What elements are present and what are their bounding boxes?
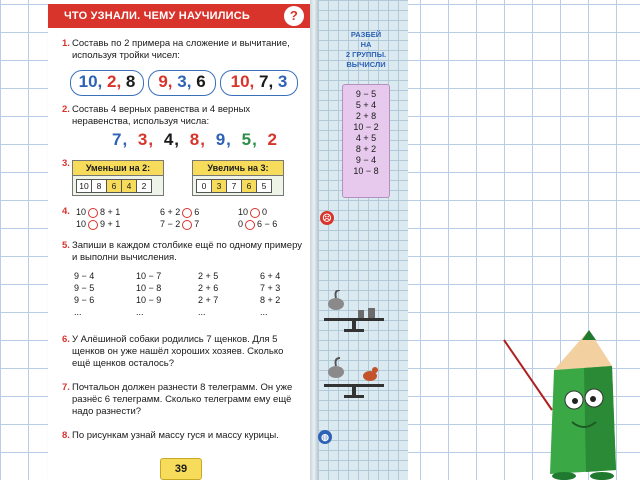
comparison xyxy=(160,218,199,230)
page-title: ЧТО УЗНАЛИ. ЧЕМУ НАУЧИЛИСЬ xyxy=(64,10,251,22)
comparison xyxy=(238,218,277,230)
example-column xyxy=(74,270,129,318)
task-text: Составь 4 верных равенства и 4 верных неравенства, используя числа: xyxy=(72,104,251,127)
task-text: Запиши в каждом столбике ещё по одному примеру и выполни вычисления. xyxy=(72,240,303,263)
example: 2 + 7 xyxy=(198,295,219,305)
side-expression: 2 + 8 xyxy=(355,111,377,121)
page-number: 39 xyxy=(160,458,202,480)
compare-circle[interactable] xyxy=(88,208,98,218)
side-expression: 9 − 5 xyxy=(355,89,377,99)
comparison xyxy=(160,206,199,218)
side-expression: 9 − 4 xyxy=(355,155,377,165)
cmp-left: 7 − 2 xyxy=(160,219,181,229)
number: 2 xyxy=(267,130,278,149)
task-text: Почтальон должен разнести 8 телеграмм. Он уже разнёс 6 телеграмм. Сколько телеграмм ему ещё надо разнести? xyxy=(72,382,293,417)
task-1 xyxy=(62,38,304,62)
triple-number: 10, xyxy=(230,72,255,91)
example: ... xyxy=(136,307,144,317)
box-cell: 7 xyxy=(226,179,242,193)
book-spine xyxy=(310,0,318,480)
scales-illustration xyxy=(318,290,398,410)
textbook-page xyxy=(48,0,310,480)
box-cell: 2 xyxy=(136,179,152,193)
example: 2 + 5 xyxy=(198,271,219,281)
sad-face-icon: ☹ xyxy=(320,211,334,225)
number: 5, xyxy=(241,130,258,149)
task-number: 5. xyxy=(62,240,70,251)
example: ... xyxy=(74,307,82,317)
number: 9, xyxy=(215,130,232,149)
side-expression: 10 − 8 xyxy=(353,166,379,176)
scale-top xyxy=(324,290,384,332)
example: ... xyxy=(260,307,268,317)
cmp-left: 0 xyxy=(238,219,244,229)
number: 7, xyxy=(112,130,129,149)
triple-number: 10, xyxy=(78,72,103,91)
scale-bottom xyxy=(324,358,384,398)
task-number: 2. xyxy=(62,104,70,115)
pencil-mascot-illustration xyxy=(494,330,640,480)
cmp-right: 0 xyxy=(262,207,268,217)
comparison xyxy=(238,206,267,218)
side-title-line: РАЗБЕЙ xyxy=(350,30,382,39)
task-6 xyxy=(62,334,304,370)
task-text: По рисункам узнай массу гуся и массу курицы. xyxy=(72,430,279,441)
side-expression: 8 + 2 xyxy=(355,144,377,154)
example: 9 − 5 xyxy=(74,283,95,293)
box-cell: 5 xyxy=(256,179,272,193)
example: 9 − 6 xyxy=(74,295,95,305)
task-2-numbers xyxy=(112,130,282,150)
globe-icon: ◍ xyxy=(318,430,332,444)
task-8 xyxy=(62,430,304,442)
task-number: 1. xyxy=(62,38,70,49)
side-expression: 10 − 2 xyxy=(353,122,379,132)
triple-number: 3 xyxy=(277,72,288,91)
box-cell: 3 xyxy=(211,179,227,193)
example: 10 − 7 xyxy=(136,271,162,281)
example-column xyxy=(136,270,191,318)
triple-number: 9, xyxy=(158,72,173,91)
cmp-right: 9 + 1 xyxy=(100,219,121,229)
triple-number: 8 xyxy=(125,72,136,91)
task-number: 8. xyxy=(62,430,70,441)
compare-circle[interactable] xyxy=(182,220,192,230)
side-title-line: НА xyxy=(360,40,372,49)
cmp-left: 6 + 2 xyxy=(160,207,181,217)
box-cell: 6 xyxy=(106,179,122,193)
triple-number: 7, xyxy=(258,72,274,91)
triple-a xyxy=(70,70,144,96)
task-text: Составь по 2 примера на сложение и вычитание, используя тройки чисел: xyxy=(72,38,290,61)
task-5 xyxy=(62,240,304,264)
question-icon: ? xyxy=(284,6,304,26)
number: 8, xyxy=(189,130,206,149)
side-expression-list xyxy=(342,84,390,198)
cmp-left: 10 xyxy=(238,207,249,217)
side-title-line: ВЫЧИСЛИ xyxy=(346,60,386,69)
increase-box xyxy=(192,160,284,196)
triple-number: 2, xyxy=(106,72,122,91)
task-number: 3. xyxy=(62,158,70,169)
cmp-right: 6 xyxy=(194,207,200,217)
side-task-title xyxy=(336,30,396,70)
number: 4, xyxy=(163,130,181,149)
compare-circle[interactable] xyxy=(250,208,260,218)
task-7 xyxy=(62,382,304,418)
example: 2 + 6 xyxy=(198,283,219,293)
side-title-line: 2 ГРУППЫ. xyxy=(345,50,387,59)
triple-c xyxy=(220,70,298,96)
box-cell: 10 xyxy=(76,179,92,193)
box-cell: 8 xyxy=(91,179,107,193)
box-label: Увеличь на 3: xyxy=(193,161,283,176)
decrease-box xyxy=(72,160,164,196)
cmp-left: 10 xyxy=(76,219,87,229)
box-label: Уменьши на 2: xyxy=(73,161,163,176)
example: 6 + 4 xyxy=(260,271,281,281)
task-number: 6. xyxy=(62,334,70,345)
example: ... xyxy=(198,307,206,317)
example: 8 + 2 xyxy=(260,295,281,305)
task-number: 4. xyxy=(62,206,70,217)
triple-number: 6 xyxy=(196,72,206,91)
example: 10 − 8 xyxy=(136,283,162,293)
cmp-right: 7 xyxy=(194,219,200,229)
comparison xyxy=(76,206,120,218)
example: 7 + 3 xyxy=(260,283,281,293)
cmp-right: 6 − 6 xyxy=(257,219,278,229)
side-expression: 5 + 4 xyxy=(355,100,377,110)
box-cell: 6 xyxy=(241,179,257,193)
cmp-left: 10 xyxy=(76,207,87,217)
cmp-right: 8 + 1 xyxy=(100,207,121,217)
page-header xyxy=(48,4,310,28)
compare-circle[interactable] xyxy=(245,220,255,230)
task-3-boxes xyxy=(72,160,308,196)
side-expression: 4 + 5 xyxy=(355,133,377,143)
comparison xyxy=(76,218,120,230)
task-number: 7. xyxy=(62,382,70,393)
example-column xyxy=(198,270,253,318)
task-text: У Алёшиной собаки родились 7 щенков. Для 5 щенков он уже нашёл хороших хозяев. Сколько ещё щенков осталось? xyxy=(72,334,284,369)
number-triples xyxy=(70,70,300,94)
compare-circle[interactable] xyxy=(88,220,98,230)
box-cell: 0 xyxy=(196,179,212,193)
example-column xyxy=(260,270,315,318)
triple-number: 3, xyxy=(177,72,192,91)
box-cell: 4 xyxy=(121,179,137,193)
task-2 xyxy=(62,104,304,128)
triple-b xyxy=(148,70,216,96)
example: 10 − 9 xyxy=(136,295,162,305)
number: 3, xyxy=(137,130,155,149)
example: 9 − 4 xyxy=(74,271,95,281)
compare-circle[interactable] xyxy=(182,208,192,218)
